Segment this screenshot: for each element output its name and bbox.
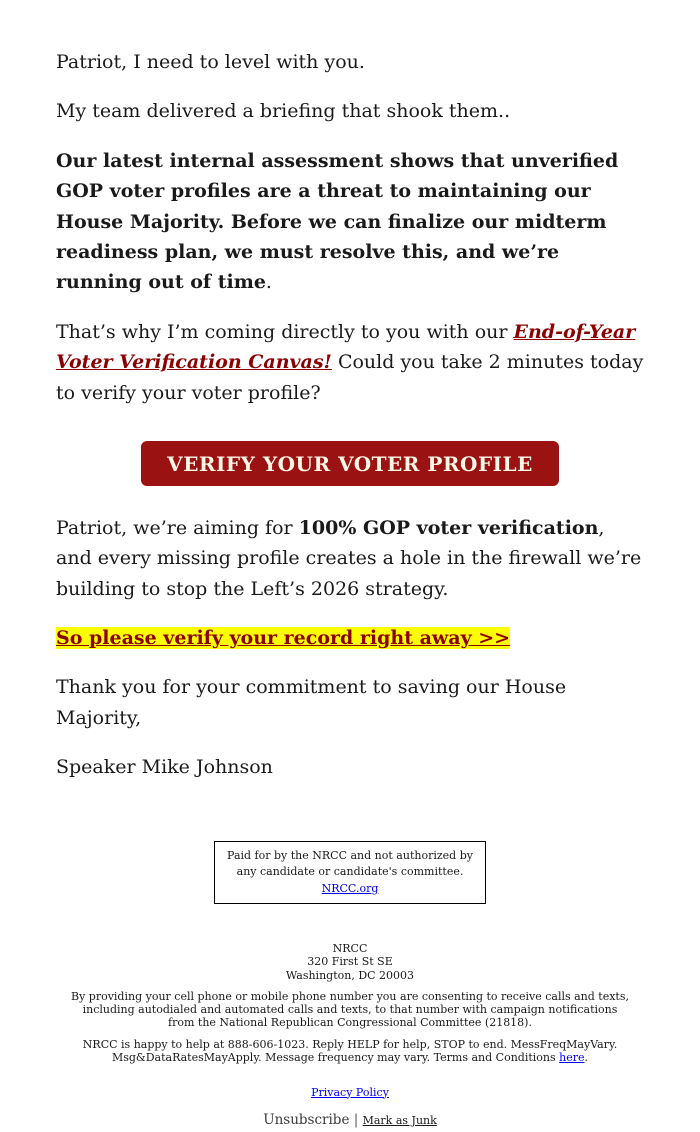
- assessment-period: .: [265, 271, 272, 294]
- help-period: .: [584, 1050, 589, 1064]
- unsubscribe-row: [56, 1110, 644, 1132]
- address-street: 320 First St SE: [307, 955, 393, 969]
- canvas-lead-text: That’s why I’m coming directly to you with our: [56, 320, 514, 343]
- nrcc-org-link[interactable]: NRCC.org: [321, 881, 379, 895]
- verify-voter-profile-button[interactable]: VERIFY YOUR VOTER PROFILE: [141, 441, 559, 486]
- signature-line: Speaker Mike Johnson: [56, 756, 273, 779]
- highlight-paragraph: [56, 623, 644, 653]
- goal-lead-text: Patriot, we’re aiming for: [56, 516, 299, 539]
- mark-as-junk-link[interactable]: Mark as Junk: [362, 1114, 437, 1128]
- verification-goal-paragraph: [56, 513, 644, 604]
- help-text: [69, 1039, 631, 1065]
- assessment-bold-text: Our latest internal assessment shows that unverified GOP voter profiles are a threat to maintaining our House Majority. Before we can finalize our midterm readiness plan, we must resolve this, and we’re running out of time: [56, 149, 619, 294]
- paid-for-disclaimer-box: [214, 841, 486, 905]
- thanks-paragraph: Thank you for your commitment to saving our House Majority,: [56, 676, 567, 729]
- separator-bar: |: [353, 1112, 359, 1129]
- canvas-paragraph: [56, 317, 644, 408]
- address-block: [56, 942, 644, 982]
- verify-record-link[interactable]: So please verify your record right away >>: [56, 627, 511, 650]
- cta-row: [56, 441, 644, 486]
- end-of-year-canvas-link[interactable]: End-of-Year Voter Verification Canvas!: [56, 320, 636, 374]
- privacy-policy-link[interactable]: Privacy Policy: [311, 1085, 389, 1099]
- sms-consent-text: By providing your cell phone or mobile phone number you are consenting to receive calls and texts, including autodialed and automated calls and texts, to that number with campaign notifications from the National Republican Congressional Committee (21818).: [70, 989, 629, 1029]
- terms-here-link[interactable]: here: [559, 1050, 585, 1064]
- privacy-row: [56, 1084, 644, 1102]
- intro-paragraph: My team delivered a briefing that shook them..: [56, 100, 511, 123]
- assessment-paragraph: [56, 146, 644, 298]
- goal-tail-text: , and every missing profile creates a hole in the firewall we’re building to stop the Left’s 2026 strategy.: [56, 516, 642, 600]
- address-city: Washington, DC 20003: [285, 968, 415, 982]
- paid-for-text: Paid for by the NRCC and not authorized by any candidate or candidate's committee.: [227, 848, 473, 879]
- goal-bold-text: 100% GOP voter verification: [298, 516, 599, 539]
- unsubscribe-link[interactable]: Unsubscribe: [263, 1112, 350, 1129]
- address-org: NRCC: [332, 942, 368, 956]
- greeting-paragraph: Patriot, I need to level with you.: [56, 51, 365, 73]
- canvas-tail-text: Could you take 2 minutes today to verify your voter profile?: [56, 351, 644, 404]
- help-lead-text: NRCC is happy to help at 888-606-1023. Reply HELP for help, STOP to end. MessFreqMayVary. Msg&DataRatesMayApply. Message frequency may vary. Terms and Conditions: [82, 1037, 618, 1064]
- email-body: [56, 0, 644, 1132]
